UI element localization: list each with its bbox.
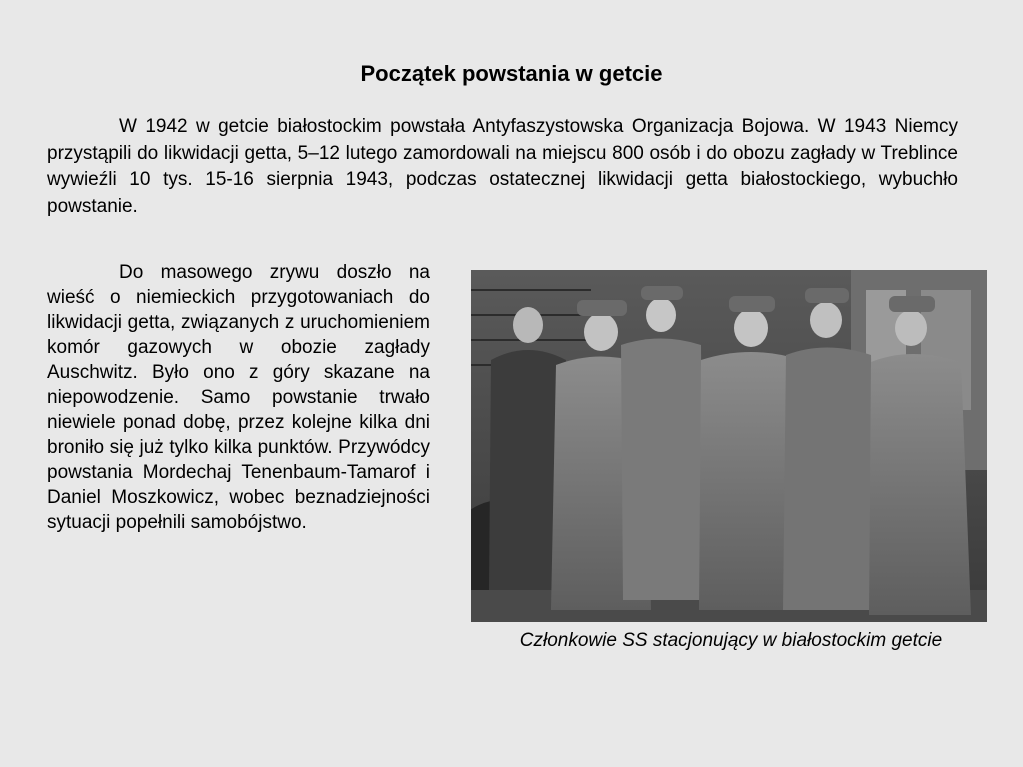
historical-photo xyxy=(471,270,987,622)
slide-title: Początek powstania w getcie xyxy=(360,61,663,86)
body-paragraph: Do masowego zrywu doszło na wieść o niemieckich przygotowaniach do likwidacji getta, związanych z uruchomieniem komór gazowych w obozie zagłady Auschwitz. Było ono z góry skazane na niepowodzenie. Samo powstanie trwało niewiele ponad dobę, przez kolejne kilka dni broniło się już tylko kilka punktów. Przywódcy powstania Mordechaj Tenenbaum-Tamarof i Daniel Moszkowicz, wobec beznadziejności sytuacji popełnili samobójstwo. xyxy=(47,262,430,533)
intro-paragraph: W 1942 w getcie białostockim powstała Antyfaszystowska Organizacja Bojowa. W 1943 Niemcy przystąpili do likwidacji getta, 5–12 lutego zamordowali na miejscu 800 osób i do obozu zagłady w Treblince wywieźli 10 tys. 15-16 sierpnia 1943, podczas ostatecznej likwidacji getta białostockiego, wybuchło powstanie. xyxy=(47,116,958,217)
photo-caption: Członkowie SS stacjonujący w białostockim getcie xyxy=(519,630,943,651)
